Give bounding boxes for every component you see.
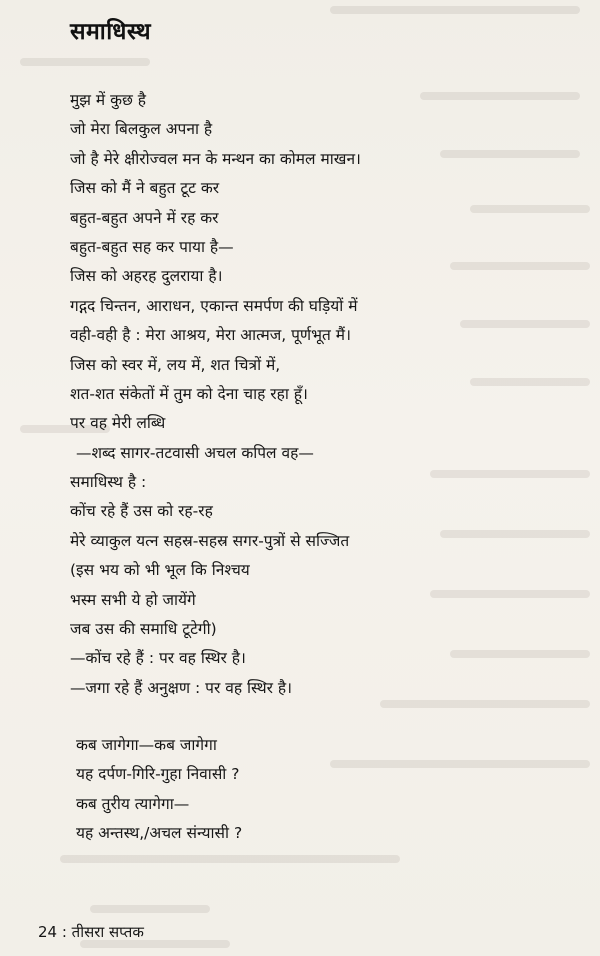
poem-line: जिस को मैं ने बहुत टूट कर xyxy=(70,179,220,198)
poem-line: कोंच रहे हैं उस को रह-रह xyxy=(70,502,213,521)
poem-line: कब तुरीय त्यागेगा— xyxy=(76,794,190,813)
poem-line: बहुत-बहुत सह कर पाया है— xyxy=(70,237,234,256)
poem-line: यह दर्पण-गिरि-गुहा निवासी ? xyxy=(76,765,240,784)
poem-line: बहुत-बहुत अपने में रह कर xyxy=(70,208,219,227)
poem-line: जिस को स्वर में, लय में, शत चित्रों में, xyxy=(70,355,281,374)
poem-line: शत-शत संकेतों में तुम को देना चाह रहा हूँ। xyxy=(70,384,308,403)
poem-line: जो मेरा बिलकुल अपना है xyxy=(70,120,213,139)
poem-line: समाधिस्थ है : xyxy=(70,473,147,492)
poem-line: जो है मेरे क्षीरोज्वल मन के मन्थन का कोमल माखन। xyxy=(70,149,361,168)
poem-line: कब जागेगा—कब जागेगा xyxy=(76,736,217,754)
poem-stanza-1 xyxy=(70,86,590,703)
poem-line: भस्म सभी ये हो जायेंगे xyxy=(70,590,196,609)
poem-line: मेरे व्याकुल यत्न सहस्र-सहस्र सगर-पुत्रों से सज्जित xyxy=(70,531,350,550)
poem-title: समाधिस्थ xyxy=(70,19,152,45)
poem-stanza-2 xyxy=(76,731,596,849)
poem-line: —जगा रहे हैं अनुक्षण : पर वह स्थिर है। xyxy=(70,678,293,697)
poem-line: (इस भय को भी भूल कि निश्चय xyxy=(70,561,250,580)
poem-line: गद्गद चिन्तन, आराधन, एकान्त समर्पण की घड़ियों में xyxy=(70,296,358,315)
poem-line: जिस को अहरह दुलराया है। xyxy=(70,267,223,286)
poem-line: —शब्द सागर-तटवासी अचल कपिल वह— xyxy=(76,443,314,462)
poem-line: पर वह मेरी लब्धि xyxy=(70,414,166,433)
poem-line: मुझ में कुछ है xyxy=(70,91,147,109)
page-footer: 24 : तीसरा सप्तक xyxy=(38,923,144,941)
poem-line: वही-वही है : मेरा आश्रय, मेरा आत्मज, पूर्णभूत मैं। xyxy=(70,326,351,345)
poem-line: यह अन्तस्थ,/अचल संन्यासी ? xyxy=(76,824,243,843)
poem-line: —कोंच रहे हैं : पर वह स्थिर है। xyxy=(70,649,246,668)
poem-line: जब उस की समाधि टूटेगी) xyxy=(70,620,217,639)
